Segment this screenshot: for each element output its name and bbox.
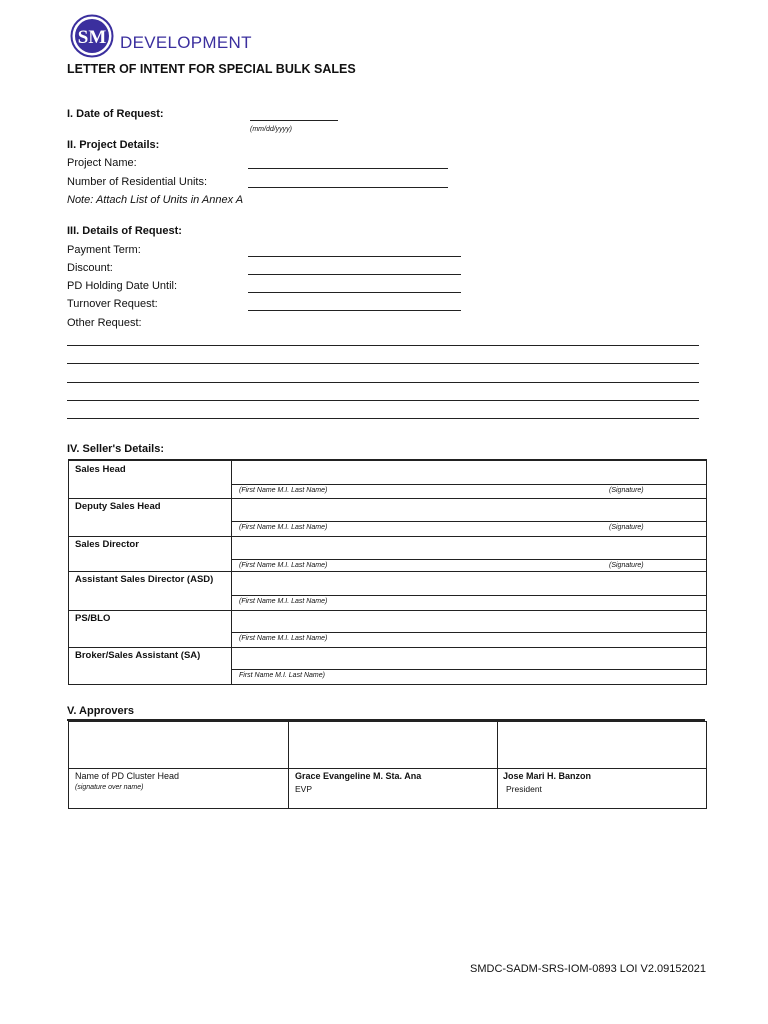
other-request-line[interactable] [67, 400, 699, 401]
signature-hint: (Signature) [609, 487, 644, 494]
field-label-other-request: Other Request: [67, 317, 142, 329]
row-label-asd: Assistant Sales Director (ASD) [75, 574, 214, 585]
section-4-heading: IV. Seller's Details: [67, 443, 164, 455]
evp-signature-field[interactable] [290, 723, 496, 767]
ps-blo-name-field[interactable] [232, 611, 705, 631]
name-hint: (First Name M.I. Last Name) [239, 562, 328, 569]
name-hint: (First Name M.I. Last Name) [239, 524, 328, 531]
approver-3-name: Jose Mari H. Banzon [503, 771, 592, 781]
section-1-heading: I. Date of Request: [67, 108, 164, 120]
row-label-sales-head: Sales Head [75, 464, 126, 475]
president-signature-field[interactable] [499, 723, 705, 767]
table-divider [288, 722, 289, 808]
other-request-line[interactable] [67, 345, 699, 346]
sm-logo-icon [70, 14, 114, 58]
signature-hint: (Signature) [609, 524, 644, 531]
sellers-table [68, 459, 707, 685]
turnover-line[interactable] [248, 310, 461, 311]
name-line [231, 559, 706, 560]
name-line [231, 484, 706, 485]
section-3-heading: III. Details of Request: [67, 225, 182, 237]
row-label-ps-blo: PS/BLO [75, 613, 111, 624]
project-name-line[interactable] [248, 168, 448, 169]
field-label-turnover: Turnover Request: [67, 298, 158, 310]
broker-sa-name-field[interactable] [232, 648, 705, 668]
sales-head-name-field[interactable] [232, 462, 705, 483]
name-line [231, 632, 706, 633]
name-hint: First Name M.I. Last Name) [239, 672, 325, 679]
cluster-head-signature-field[interactable] [70, 723, 287, 767]
document-code: SMDC-SADM-SRS-IOM-0893 LOI V2.09152021 [470, 963, 706, 975]
field-label-pd-holding: PD Holding Date Until: [67, 280, 178, 292]
annex-note: Note: Attach List of Units in Annex A [67, 194, 244, 206]
pd-holding-line[interactable] [248, 292, 461, 293]
row-label-sales-director: Sales Director [75, 539, 139, 550]
field-label-discount: Discount: [67, 262, 113, 274]
discount-line[interactable] [248, 274, 461, 275]
logo-text: DEVELOPMENT [120, 33, 252, 52]
row-label-broker-sa: Broker/Sales Assistant (SA) [75, 650, 201, 661]
table-divider [497, 722, 498, 808]
logo-letters: SM [77, 27, 107, 48]
field-label-payment-term: Payment Term: [67, 244, 141, 256]
approver-1-sub: (signature over name) [75, 784, 144, 791]
other-request-line[interactable] [67, 363, 699, 364]
section-2-heading: II. Project Details: [67, 139, 160, 151]
field-label-project-name: Project Name: [67, 157, 137, 169]
asd-name-field[interactable] [232, 572, 705, 594]
name-hint: (First Name M.I. Last Name) [239, 598, 328, 605]
sales-director-name-field[interactable] [232, 537, 705, 558]
payment-term-line[interactable] [248, 256, 461, 257]
row-label-deputy-sales-head: Deputy Sales Head [75, 501, 161, 512]
deputy-sales-head-name-field[interactable] [232, 499, 705, 520]
name-line [231, 521, 706, 522]
other-request-line[interactable] [67, 418, 699, 419]
name-line [231, 595, 706, 596]
approver-1-name: Name of PD Cluster Head [75, 771, 180, 781]
approver-3-title: President [506, 784, 542, 794]
approver-2-title: EVP [295, 784, 313, 794]
section-5-heading: V. Approvers [67, 705, 135, 717]
document-title: LETTER OF INTENT FOR SPECIAL BULK SALES [67, 62, 356, 76]
field-label-units: Number of Residential Units: [67, 176, 208, 188]
units-line[interactable] [248, 187, 448, 188]
approvers-table [68, 721, 707, 809]
signature-hint: (Signature) [609, 562, 644, 569]
other-request-line[interactable] [67, 382, 699, 383]
date-format-hint: (mm/dd/yyyy) [250, 126, 292, 133]
name-hint: (First Name M.I. Last Name) [239, 487, 328, 494]
name-line [231, 669, 706, 670]
row-divider [69, 768, 706, 769]
approver-2-name: Grace Evangeline M. Sta. Ana [295, 771, 422, 781]
name-hint: (First Name M.I. Last Name) [239, 635, 328, 642]
date-field-line[interactable] [250, 120, 338, 121]
